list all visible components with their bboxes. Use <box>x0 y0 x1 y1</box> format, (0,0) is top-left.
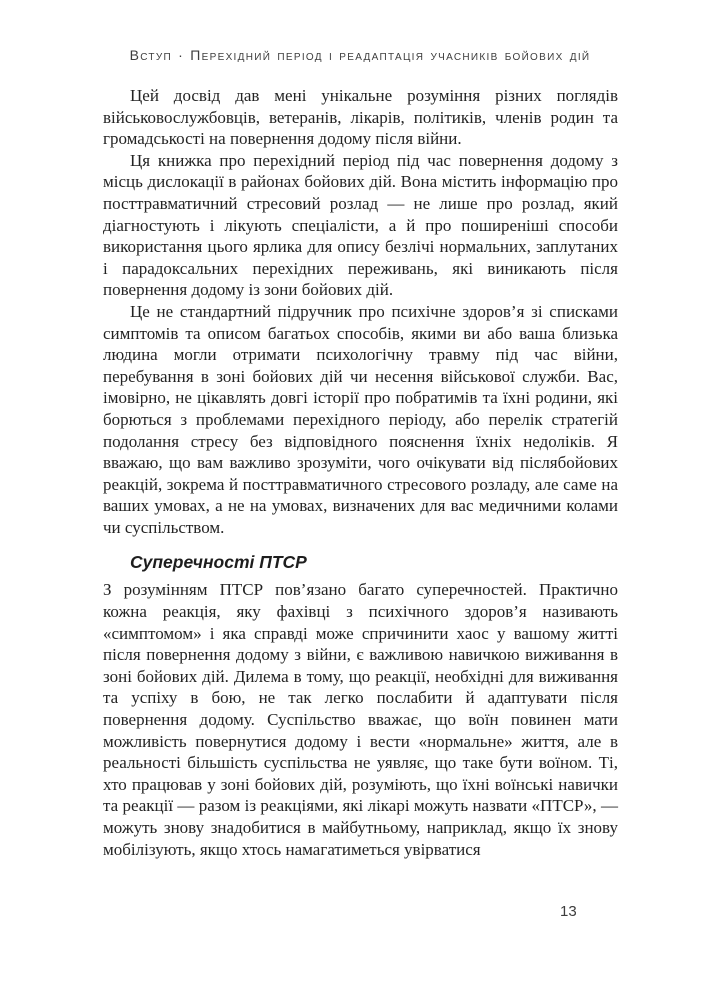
paragraph: Ця книжка про перехідний період під час повернення додому з місць дислокації в районах бойових дій. Вона містить інформацію про посттравматичний стресовий розлад — не лише про розлад, який діагностують і лікують спеціалісти, а й про поширеніші способи використання цього ярлика для опису безлічі нормальних, заплутаних і парадоксальних перехідних переживань, які виникають після повернення додому із зони бойових дій. <box>103 150 618 300</box>
page-number: 13 <box>560 903 577 920</box>
running-header: Вступ · Перехідний період і реадаптація учасників бойових дій <box>129 47 591 63</box>
paragraph: Цей досвід дав мені унікальне розуміння різних поглядів військовослужбовців, ветеранів, лікарів, політиків, членів родин та громадськості на повернення додому після війни. <box>103 86 618 149</box>
paragraph: З розумінням ПТСР пов’язано багато суперечностей. Практично кожна реакція, яку фахівці з психічного здоров’я називають «симптомом» і яка справді може спричинити хаос у вашому житті після повернення додому з війни, є важливою навичкою виживання в зоні бойових дій. Дилема в тому, що реакції, необхідні для виживання та успіху в бою, не так легко послабити й адаптувати після повернення додому. Суспільство вважає, що воїн повинен мати можливість повернутися додому і вести «нормальне» життя, але в реальності більшість суспільства не уявляє, що таке бути воїном. Ті, хто працював у зоні бойових дій, розуміють, що їхні воїнські навички та реакції — разом із реакціями, які лікарі можуть назвати «ПТСР», — можуть знову знадобитися в майбутньому, наприклад, якщо їх знову мобілізують, якщо хтось намагатиметься увірватися <box>103 580 618 859</box>
paragraph: Це не стандартний підручник про психічне здоров’я зі списками симптомів та описом багатьох способів, якими ви або ваша близька людина могли отримати психологічну травму під час війни, перебування в зоні бойових дій чи несення військової служби. Вас, імовірно, не цікавлять довгі історії про побратимів та їхні родини, які борються з проблемами перехідного періоду, або перелік стратегій подолання стресу без відповідного пояснення їхніх недоліків. Я вважаю, що вам важливо зрозуміти, чого очікувати від післябойових реакцій, зокрема й посттравматичного стресового розладу, але саме на ваших умовах, а не на умовах, визначених для вас медичними колами чи суспільством. <box>103 301 618 537</box>
section-heading: Суперечності ПТСР <box>130 552 307 573</box>
body-text <box>103 85 618 860</box>
